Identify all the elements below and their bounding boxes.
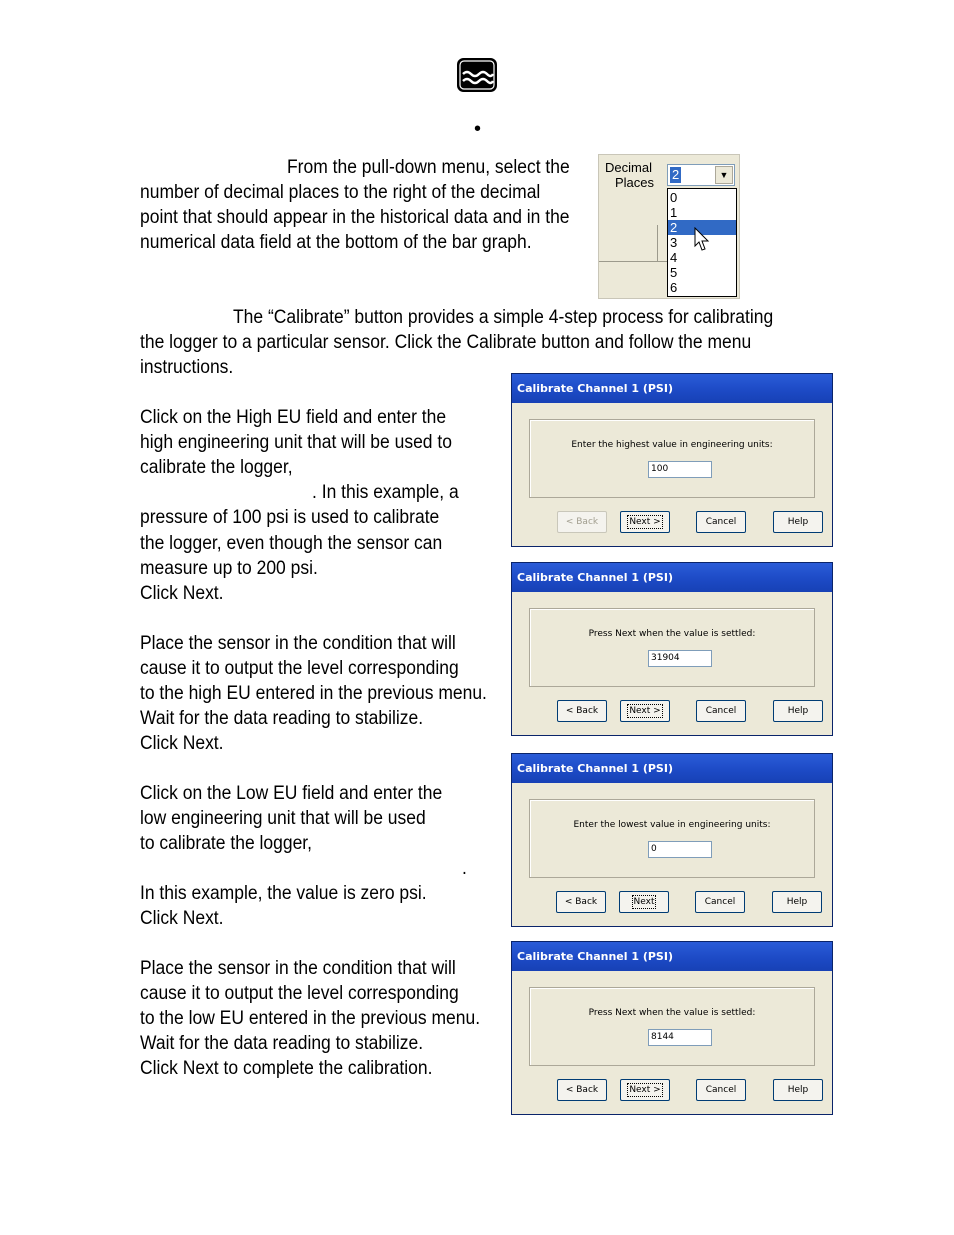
step2-line: Click Next. [140,733,224,754]
calibrate-dialog-high-eu [511,373,833,547]
decimal-places-widget [598,154,740,299]
cancel-button[interactable]: Cancel [695,891,745,913]
step4-line: Place the sensor in the condition that will [140,958,456,979]
decimal-option[interactable]: 4 [670,250,678,265]
dialog-prompt: Press Next when the value is settled: [588,629,756,639]
step4-line: Click Next to complete the calibration. [140,1058,433,1079]
step1-line: the logger, even though the sensor can [140,533,443,554]
dialog-group [529,799,815,878]
decimal-option[interactable]: 6 [670,280,678,295]
help-button[interactable]: Help [773,511,823,533]
back-button[interactable]: < Back [557,511,607,533]
cancel-button[interactable]: Cancel [696,1079,746,1101]
reading-value-field: 8144 [648,1029,712,1046]
step1-line: Click Next. [140,583,224,604]
dialog-group [529,419,815,498]
step2-line: to the high EU entered in the previous menu. [140,683,487,704]
step1-line: Click on the High EU field and enter the [140,407,447,428]
help-button[interactable]: Help [773,700,823,722]
dialog-prompt: Enter the lowest value in engineering units: [573,820,771,830]
decimal-text-line-1: From the pull-down menu, select the [287,157,570,178]
dialog-group [529,987,815,1066]
low-eu-input[interactable]: 0 [648,841,712,858]
decimal-text-line-4: numerical data field at the bottom of the bar graph. [140,232,532,253]
calibrate-dialog-low-eu [511,753,833,927]
step3-line: Click on the Low EU field and enter the [140,783,443,804]
dialog-title: Calibrate Channel 1 (PSI) [512,754,832,783]
back-button[interactable]: < Back [557,700,607,722]
step1-line: . In this example, a [312,482,459,503]
help-button[interactable]: Help [773,1079,823,1101]
calibrate-dialog-low-settle [511,941,833,1115]
step4-line: to the low EU entered in the previous menu. [140,1008,481,1029]
chevron-down-icon[interactable]: ▼ [715,166,733,184]
reading-value-field: 31904 [648,650,712,667]
decimal-places-label: Decimal [605,160,652,175]
decimal-option[interactable]: 0 [670,190,678,205]
decimal-text-line-3: point that should appear in the historical data and in the [140,207,570,228]
decimal-option[interactable]: 5 [670,265,678,280]
step2-line: cause it to output the level corresponding [140,658,459,679]
step1-line: pressure of 100 psi is used to calibrate [140,507,440,528]
dialog-title: Calibrate Channel 1 (PSI) [512,563,832,592]
decimal-option[interactable]: 3 [670,235,678,250]
dialog-prompt: Press Next when the value is settled: [588,1008,756,1018]
back-button[interactable]: < Back [556,891,606,913]
calibrate-intro-line-1: The “Calibrate” button provides a simple 4-step process for calibrating [233,307,774,328]
step4-line: Wait for the data reading to stabilize. [140,1033,424,1054]
step3-line: In this example, the value is zero psi. [140,883,427,904]
step3-line: low engineering unit that will be used [140,808,426,829]
next-button[interactable]: Next > [620,511,670,533]
dialog-title: Calibrate Channel 1 (PSI) [512,942,832,971]
back-button[interactable]: < Back [557,1079,607,1101]
step2-line: Place the sensor in the condition that will [140,633,456,654]
divider [599,261,667,262]
decimal-places-label-2: Places [615,175,655,190]
cancel-button[interactable]: Cancel [696,511,746,533]
decimal-option[interactable]: 1 [670,205,678,220]
calibrate-intro-line-2: the logger to a particular sensor. Click the Calibrate button and follow the menu [140,332,752,353]
step3-line: . [462,858,467,879]
calibrate-intro-line-3: instructions. [140,357,234,378]
mouse-pointer-icon [694,227,712,253]
decimal-text-line-2: number of decimal places to the right of the decimal [140,182,541,203]
decimal-places-select[interactable] [667,164,735,186]
step1-line: calibrate the logger, [140,457,293,478]
high-eu-input[interactable]: 100 [648,461,712,478]
step3-line: to calibrate the logger, [140,833,313,854]
step2-line: Wait for the data reading to stabilize. [140,708,424,729]
step1-line: measure up to 200 psi. [140,558,318,579]
step1-line: high engineering unit that will be used to [140,432,452,453]
decimal-places-selected-value: 2 [672,167,680,182]
help-button[interactable]: Help [772,891,822,913]
step4-line: cause it to output the level corresponding [140,983,459,1004]
cancel-button[interactable]: Cancel [696,700,746,722]
step3-line: Click Next. [140,908,224,929]
dialog-title: Calibrate Channel 1 (PSI) [512,374,832,403]
next-button[interactable]: Next > [620,700,670,722]
next-button[interactable]: Next [619,891,669,913]
calibrate-dialog-high-settle [511,562,833,736]
divider [657,225,658,261]
dialog-group [529,608,815,687]
dialog-prompt: Enter the highest value in engineering units: [571,440,773,450]
next-button[interactable]: Next > [620,1079,670,1101]
bullet: • [474,118,482,140]
decimal-places-dropdown-list[interactable] [667,188,737,297]
water-wave-logo-icon [456,57,498,93]
decimal-option-selected[interactable]: 2 [668,220,736,235]
